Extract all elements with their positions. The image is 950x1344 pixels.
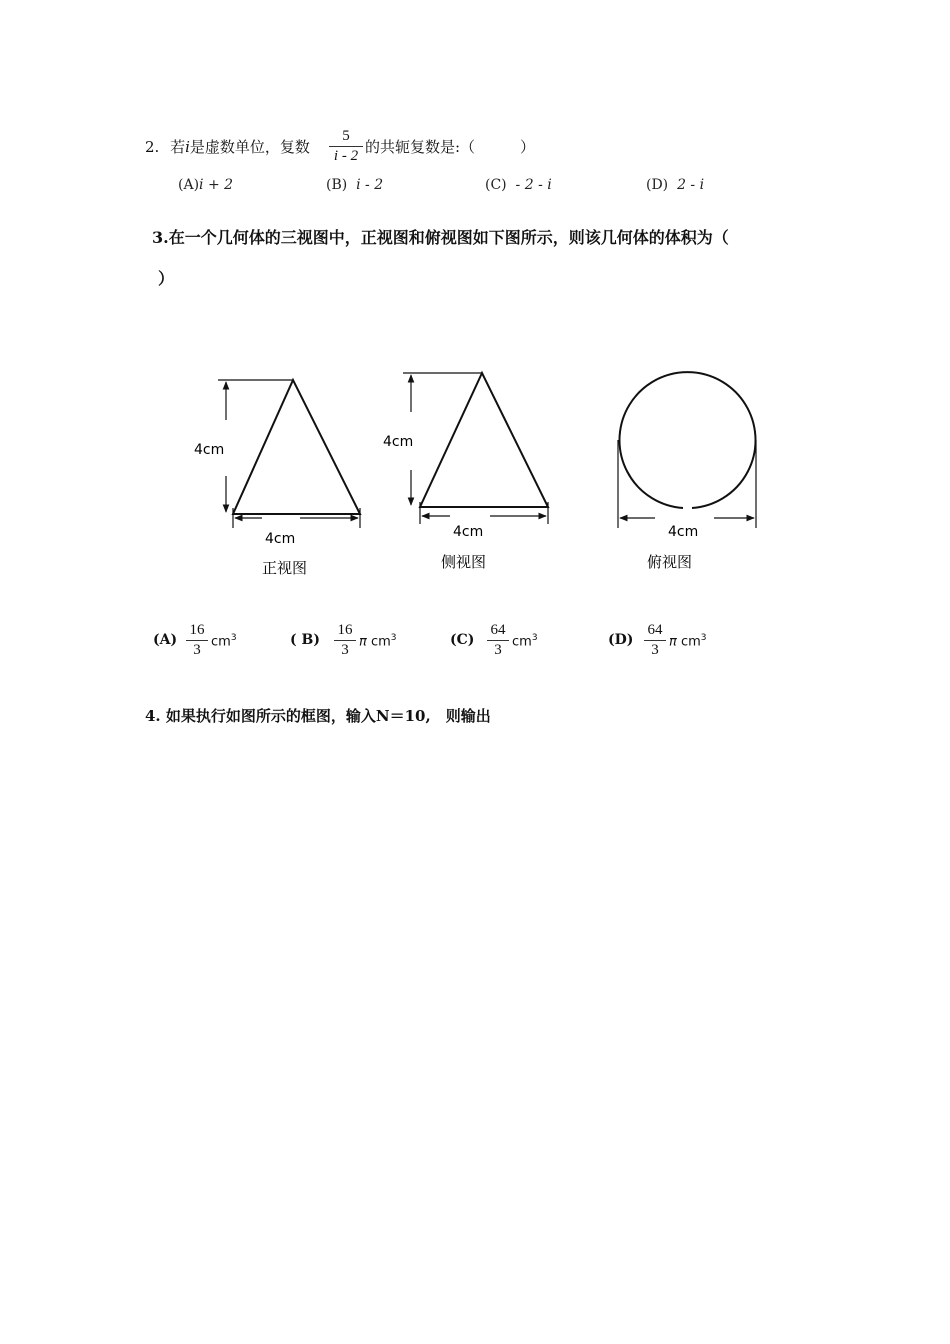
q2-frac-num: 5 [342,128,350,144]
q2-var-i: i [185,138,190,156]
q3-option-a-unit [211,633,237,649]
q2-frac-bar [329,146,363,147]
q2-option-d-value: 2 - i [677,177,705,193]
q3-option-b-bar [334,640,356,641]
q3-option-b-fraction [334,622,356,658]
q2-stem [145,136,310,157]
front-height-label: 4cm [194,442,225,458]
q3-option-d-label: (D) [608,632,634,648]
side-width-label: 4cm [453,524,484,540]
q3-option-c-den: 3 [494,641,502,658]
q3-option-b-den: 3 [341,641,349,658]
q3-option-c-bar [487,640,509,641]
q3-option-d-bar [644,640,666,641]
q3-option-a-num: 16 [189,622,205,638]
q3-option-b-num: 16 [337,622,353,638]
q3-option-a-fraction [186,622,208,658]
q3-option-c-unit [512,633,538,649]
q2-option-a-value: i + 2 [199,177,234,193]
q2-text-c: 的共轭复数是:（ ） [365,138,536,156]
q3-option-d-exp: 3 [700,633,707,643]
q3-option-b-pi: π [359,634,367,650]
q2-option-c [485,177,552,193]
top-view-caption: 俯视图 [647,553,693,571]
q3-option-d-fraction [644,622,666,658]
q2-text-b: 是虚数单位，复数 [189,138,310,156]
q2-frac-den: i - 2 [333,147,359,164]
q3-option-b-exp: 3 [390,633,397,643]
q3-option-a-label: (A) [153,632,178,648]
q2-option-d [646,177,704,193]
q3-option-d-den: 3 [651,641,659,658]
q3-option-b-unit [359,633,397,649]
q3-option-d-unit [669,633,707,649]
q3-stem-line1: 3.在一个几何体的三视图中，正视图和俯视图如下图所示，则该几何体的体积为（ [152,228,729,247]
q2-option-c-label: (C) [485,177,507,193]
q3-option-d-unit-text: cm [680,634,701,650]
three-view-figure [0,330,950,590]
side-height-label: 4cm [383,434,414,450]
top-width-label: 4cm [668,524,699,540]
front-view-triangle [233,380,360,514]
q2-option-b-label: (B) [326,177,348,193]
front-view-caption: 正视图 [262,559,308,577]
q2-option-a [178,177,233,193]
side-view [383,373,548,571]
q3-option-c-label: (C) [450,632,475,648]
q2-fraction [329,128,363,164]
top-view [618,372,756,571]
side-view-caption: 侧视图 [441,553,487,571]
q3-option-c-num: 64 [490,622,506,638]
q3-option-b-label: ( B) [290,632,320,648]
q2-option-c-value: - 2 - i [515,177,552,193]
side-view-triangle [420,373,548,507]
front-width-label: 4cm [265,531,296,547]
q3-option-a-bar [186,640,208,641]
q3-option-a-unit-text: cm [211,634,231,650]
q3-option-d-num: 64 [647,622,663,638]
q4-stem: 4. 如果执行如图所示的框图，输入N＝10, 则输出 [145,707,491,725]
q2-text-a: 若 [170,138,186,156]
q2-number: 2. [145,138,160,156]
q3-option-c-unit-text: cm [512,634,532,650]
q3-stem-line2: ） [158,269,175,288]
q2-option-d-label: (D) [646,177,669,193]
q3-option-c-fraction [487,622,509,658]
q3-option-a-den: 3 [193,641,201,658]
q3-option-d-pi: π [669,634,677,650]
front-view [194,380,360,577]
q3-option-c-exp: 3 [531,633,538,643]
top-view-circle [620,372,756,508]
q2-option-b-value: i - 2 [356,177,384,193]
q2-option-b [326,177,383,193]
q3-option-a-exp: 3 [230,633,237,643]
q3-option-b-unit-text: cm [370,634,391,650]
q2-option-a-label: (A) [178,177,200,193]
